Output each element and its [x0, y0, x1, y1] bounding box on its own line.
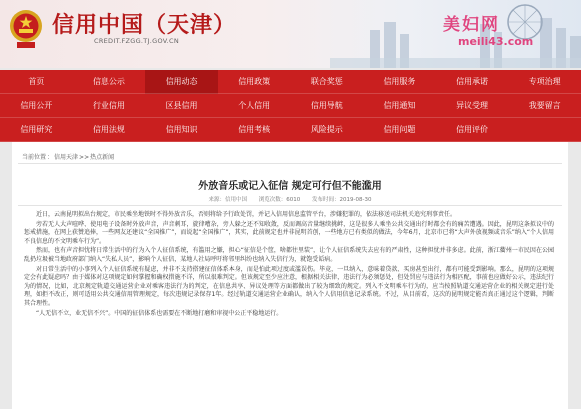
- nav-item-leave-message[interactable]: 我要留言: [508, 94, 581, 118]
- nav-item-credit-research[interactable]: 信用研究: [0, 118, 73, 142]
- article-paragraph: “人无信不立，业无信不兴”。中国的征信体系也需要在不断地打磨和审视中公正平稳地运行。: [36, 309, 283, 317]
- nav-item-credit-commitment[interactable]: 信用承诺: [436, 70, 509, 94]
- divider: [18, 205, 562, 206]
- article-meta: [12, 195, 568, 203]
- watermark-name: 美妇网: [443, 15, 500, 35]
- article-views: 浏览次数：6010: [258, 197, 301, 203]
- nav-item-home[interactable]: 首页: [0, 70, 73, 94]
- article-title: 外放音乐或记入征信 规定可行但不能滥用: [198, 181, 382, 192]
- site-title[interactable]: 信用中国（天津）: [52, 13, 237, 38]
- article-body: [24, 211, 554, 319]
- nav-item-credit-knowledge[interactable]: 信用知识: [145, 118, 218, 142]
- breadcrumb-label: 当前位置: [22, 154, 47, 161]
- article-paragraph: 对日常生活中的小事列入个人征信系统有疑虑，并非不支持搭建征信体系本身，而是怕此项过度或滥误伤。毕竟，一旦纳入，意味着贷款、买房甚至出行，都有可能受到影响。那么，昆明的这项规定会有此疑虑吗？由于媒体对这项规定如何掌握和确权措施不详，所以很难判定。但该规定至少应注意，根据相关法律，违法行为必须惩处，但处罚应与违法行为相匹配，事前也应做好公示，违法纪行为的情况，比如，北京规定轨道交通运营企业对乘客违法行为的判定，在信息共享、异议处理等方面都做出了较为细致的规定。列入不文明乘车行为的，应当按照轨道交通运营企业的相关规定进行处理，如拒不改正，则可适用公共交通信用管理规定，每次违规记录保存1年。经过轨道交通运营企业确认，纳入个人信用信息记录系统。不过，从目前看，这次的昆明规定能否真正通过这个逻辑，判断其合理性。: [24, 265, 554, 307]
- nav-item-objection[interactable]: 异议受理: [436, 94, 509, 118]
- site-header: [0, 0, 581, 68]
- nav-item-joint-rewards[interactable]: 联合奖惩: [291, 70, 364, 94]
- divider: [18, 163, 562, 164]
- nav-item-credit-policy[interactable]: 信用政策: [218, 70, 291, 94]
- nav-row: [0, 118, 581, 142]
- breadcrumb-link-hot-news[interactable]: 热点新闻: [90, 154, 115, 161]
- article-paragraph: 然而，也有声音担忧将日常生活中的行为入个人征信系统，有滥用之嫌，担心“征信是个筐，啥都往里装”，让个人征信系统失去应有的严肃性，这种担忧并非多虑。此前，浙江衢州一市民因在公园乱扔垃圾被当地政府部门纳入“失私人员”，影响个人征信，某地人社局呼吁将邻里纠纷也纳入失信行为，就饱受诟病。: [24, 247, 554, 263]
- national-emblem-icon: [8, 6, 44, 50]
- site-url: CREDIT.FZGG.TJ.GOV.CN: [94, 37, 180, 45]
- nav-item-credit-open[interactable]: 信用公开: [0, 94, 73, 118]
- nav-item-credit-guide[interactable]: 信用导航: [291, 94, 364, 118]
- nav-item-credit-evaluation[interactable]: 信用评价: [436, 118, 509, 142]
- nav-item-credit-news[interactable]: 信用动态: [145, 70, 218, 94]
- article-date: 发布时间：2019-08-30: [312, 197, 372, 203]
- nav-item-special-governance[interactable]: 专项治理: [508, 70, 581, 94]
- nav-row: [0, 94, 581, 118]
- nav-item-credit-assessment[interactable]: 信用考核: [218, 118, 291, 142]
- nav-item-credit-notice[interactable]: 信用通知: [363, 94, 436, 118]
- watermark-url: meili43.com: [458, 35, 534, 48]
- nav-item-empty: [508, 118, 581, 142]
- article-panel: [12, 142, 568, 409]
- nav-item-info-publicity[interactable]: 信息公示: [73, 70, 146, 94]
- breadcrumb: 当前位置：信用天津>>热点新闻: [22, 154, 115, 161]
- nav-item-personal-credit[interactable]: 个人信用: [218, 94, 291, 118]
- article-source: 来源：信用中国: [208, 197, 248, 203]
- nav-item-credit-law[interactable]: 信用法规: [73, 118, 146, 142]
- breadcrumb-link-credit-tianjin[interactable]: 信用天津: [54, 154, 79, 161]
- main-nav: [0, 70, 581, 142]
- nav-item-industry-credit[interactable]: 行业信用: [73, 94, 146, 118]
- nav-item-credit-issues[interactable]: 信用问题: [363, 118, 436, 142]
- nav-item-risk-warning[interactable]: 风险提示: [291, 118, 364, 142]
- nav-row: [0, 70, 581, 94]
- nav-item-credit-service[interactable]: 信用服务: [363, 70, 436, 94]
- article-paragraph: 近日，云南昆明拟出台规定，市民乘坐地铁时不得外放音乐，否则将给予行政处罚，并记入信用信息监管平台，涉嫌犯罪的，依法移送司法机关追究刑事责任。: [36, 211, 457, 218]
- article-paragraph: 旁若无人大声喧哗、使用电子设备时外放声音，声音刺耳，旋律嘈杂，旁人躲之还不知收敛，反而调高音量继续挑衅，这是很多人乘坐公共交通出行时都会有的痛苦遭遇。因此，昆明这条拟议中的惩戒措施，在网上获赞追捧，一些网友还建议“全国推广”，而说起“全国推广”，其实，此前规定也并非昆明首创，一些地方已有类似的做法，今年6月，北京市已将“大声外放视频或音乐”纳入“个人信用不良信息的不文明乘车行为”。: [24, 220, 554, 245]
- nav-item-district-credit[interactable]: 区县信用: [145, 94, 218, 118]
